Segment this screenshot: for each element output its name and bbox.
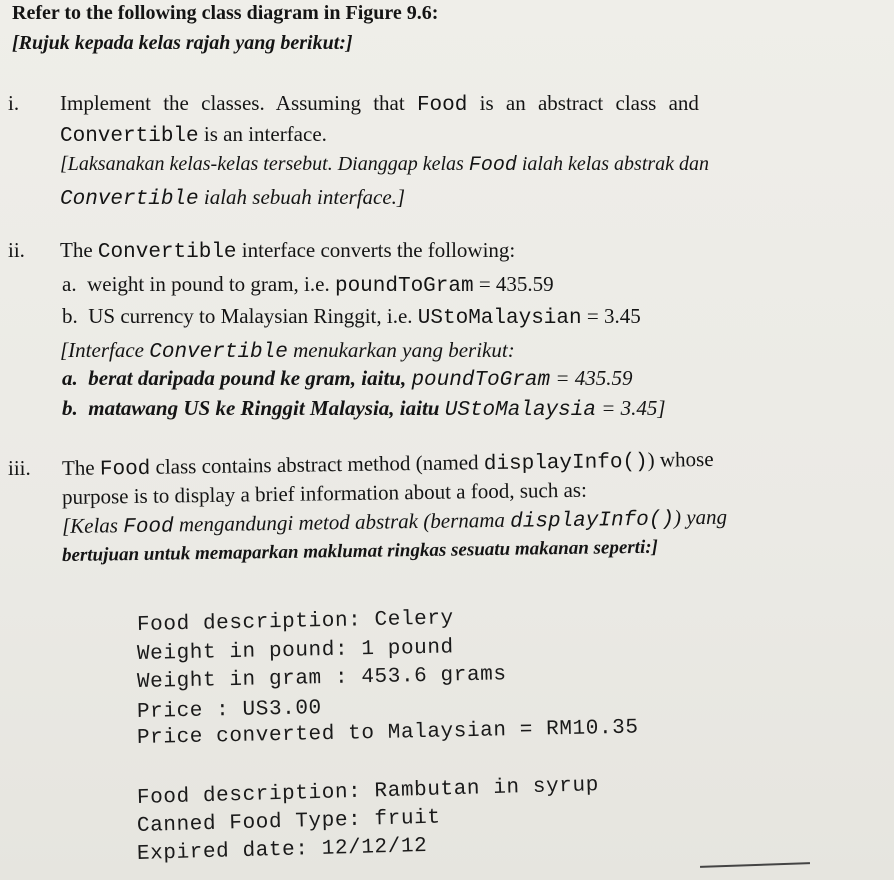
intro-line-ms: [Rujuk kepada kelas rajah yang berikut:] [12,32,353,54]
item-ii-en-b: b. US currency to Malaysian Ringgit, i.e. UStoMalaysian = 3.45 [62,304,641,330]
item-ii-en-heading: The Convertible interface converts the following: [60,238,516,264]
item-i-ms-line1: [Laksanakan kelas-kelas tersebut. Dianggap kelas Food ialah kelas abstrak dan [60,153,710,177]
page-rule-divider [700,862,810,868]
output-block1-line: Food description: Celery [136,607,455,637]
output-block2-line: Canned Food Type: fruit [136,806,441,838]
output-block1-line: Weight in pound: 1 pound [136,636,455,666]
item-ii-ms-b: b. matawang US ke Ringgit Malaysia, iaitu UStoMalaysia = 3.45] [62,396,666,422]
item-iii-en-line1: The Food class contains abstract method (named displayInfo()) whose [61,446,714,482]
item-ii-number: ii. [8,238,25,262]
item-iii-ms-line1: [Kelas Food mengandungi metod abstrak (bernama displayInfo()) yang [61,504,728,540]
output-block1-line: Price : US3.00 [136,697,323,724]
item-iii-en-line2: purpose is to display a brief information about a food, such as: [61,477,587,509]
item-ii-ms-heading: [Interface Convertible menukarkan yang berikut: [60,338,515,364]
item-ii-ms-a: a. berat daripada pound ke gram, iaitu, poundToGram = 435.59 [62,366,633,392]
output-block1-line: Weight in gram : 453.6 grams [136,663,507,694]
output-block2-line: Expired date: 12/12/12 [136,834,428,866]
item-iii-number: iii. [8,456,31,480]
intro-line-en: Refer to the following class diagram in Figure 9.6: [12,2,439,24]
output-block2-line: Food description: Rambutan in syrup [136,774,600,810]
item-i-en-line1: Implement the classes. Assuming that Food is an abstract class and [60,91,699,117]
output-block1-line: Price converted to Malaysian = RM10.35 [136,716,639,750]
item-ii-en-a: a. weight in pound to gram, i.e. poundToGram = 435.59 [62,272,554,298]
item-i-ms-line2: Convertible ialah sebuah interface.] [60,185,406,211]
item-iii-ms-line2: bertujuan untuk memaparkan maklumat ringkas sesuatu makanan seperti:] [61,536,659,566]
item-i-en-line2: Convertible is an interface. [60,122,327,148]
item-i-number: i. [8,91,20,115]
